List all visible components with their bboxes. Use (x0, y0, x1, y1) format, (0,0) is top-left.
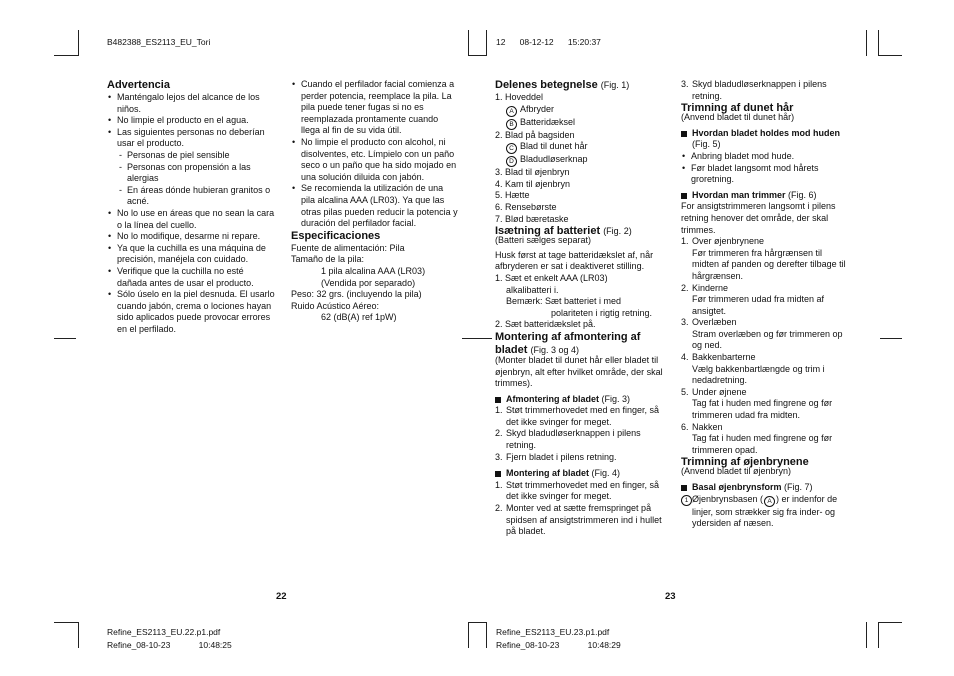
list-item: 1. Støt trimmerhovedet med en finger, så det ikke svinger for meget. (495, 479, 660, 502)
subheading: (Anvend bladet til dunet hår) (681, 112, 795, 123)
warning-list (107, 92, 275, 335)
part-item: 5. Hætte (495, 190, 530, 201)
circled-letter: B (506, 119, 517, 130)
part-sub-item: D Bladudløserknap (495, 154, 665, 167)
paragraph: (Monter bladet til dunet hår eller bladet til øjenbryn, alt efter hvilket område, der skal trimmes). (495, 354, 663, 389)
step: 2. Sæt batteridækslet på. (495, 319, 596, 330)
square-heading: Montering af bladet (Fig. 4) (495, 468, 665, 480)
trim-areas (681, 236, 851, 456)
sub-list-item: - En áreas dónde hubieran granitos o acné. (117, 185, 275, 208)
step: 1. Sæt et enkelt AAA (LR03) (495, 272, 608, 283)
list-item: 1. Støt trimmerhovedet med en finger, så det ikke svinger for meget. (495, 405, 660, 427)
spec-line: 62 (dB(A) ref 1pW) (321, 312, 397, 323)
list-item: • Verifique que la cuchilla no esté dañada antes de usar el producto. (107, 266, 275, 289)
list-item: • Cuando el perfilador facial comienza a perder potencia, reemplace la pila. La pila puede tener fugas si no es reemplazada prontamente cuando llega al fin de su vida útil. (291, 79, 459, 137)
heading-dunet-haar: Trimning af dunet hår (681, 102, 794, 115)
square-heading: Afmontering af bladet (Fig. 3) (495, 394, 665, 406)
list-item: 3. Skyd bladudløserknappen i pilens retning. (681, 79, 827, 101)
part-item: 1. Hoveddel (495, 92, 544, 102)
paragraph: Husk først at tage batteridækslet af, når afbryderen er sat i deaktiveret stilling. (495, 249, 654, 272)
list-item: • Se recomienda la utilización de una pila alcalina AAA (LR03). Ya que las otras pilas pueden reducir la potencia y duración del perfilador facial. (291, 183, 459, 229)
part-item: 4. Kam til øjenbryn (495, 178, 571, 189)
column-danish-2 (681, 79, 851, 530)
heading-advertencia: Advertencia (107, 79, 170, 91)
list-item-text: Las siguientes personas no deberían usar el producto. (117, 126, 265, 149)
list-item: 3. Fjern bladet i pilens retning. (495, 451, 617, 462)
hold-list (681, 151, 851, 186)
square-heading: Hvordan man trimmer (Fig. 6) (681, 190, 851, 202)
paragraph: 1 Øjenbrynsbasen ( A ) er indenfor de linjer, som strækker sig fra inder- og ydersiden af næsen. (681, 494, 851, 530)
subheading: (Batteri sælges separat) (495, 235, 592, 246)
list-item: • Ya que la cuchilla es una máquina de precisión, manéjela con cuidado. (107, 243, 275, 266)
list-item: 3. Overlæben Stram overlæben og før trimmeren op og ned. (681, 317, 843, 351)
circled-letter: D (506, 156, 517, 167)
list-item: 2. Monter ved at sætte fremspringet på spidsen af ansigtstrimmeren ind i hullet på bladet. (495, 503, 662, 537)
page-number-left: 22 (276, 591, 287, 602)
list-item: • No limpie el producto con alcohol, ni disolventes, etc. Límpielo con un paño seco o un paño que ha sido mojado en una solución diluida con jabón. (291, 137, 459, 183)
spec-line: Peso: 32 grs. (incluyendo la pila) (291, 289, 422, 300)
header-left: B482388_ES2113_EU_Tori (107, 37, 211, 47)
heading-delenes-betegnelse: Delenes betegnelse (Fig. 1) (495, 79, 630, 91)
list-item: 6. Nakken Tag fat i huden med fingrene og før trimmeren opad. (681, 421, 833, 455)
part-sub-item: C Blad til dunet hår (495, 141, 665, 154)
header-right: 12 08-12-12 15:20:37 (496, 37, 601, 47)
spec-line: 1 pila alcalina AAA (LR03) (321, 265, 426, 276)
spec-line: Ruido Acústico Aéreo: (291, 300, 380, 311)
spec-line: Fuente de alimentación: Pila (291, 242, 405, 253)
sub-list (117, 150, 275, 208)
part-sub-item: B Batteridæksel (495, 117, 665, 130)
note: Bemærk: Sæt batteriet i med (506, 296, 622, 307)
spec-line: Tamaño de la pila: (291, 254, 365, 265)
footer-right-file: Refine_ES2113_EU.23.p1.pdf (496, 627, 610, 637)
list-item: • Anbring bladet mod hude. (681, 151, 851, 163)
list-item: • No limpie el producto en el agua. (107, 115, 275, 127)
list-item: • No lo use en áreas que no sean la cara o la línea del cuello. (107, 208, 275, 231)
sub-list-item: - Personas de piel sensible (117, 150, 275, 162)
steps-afmontering (495, 405, 665, 463)
part-item: 6. Rensebørste (495, 201, 557, 212)
column-advertencia (107, 79, 275, 335)
subheading: (Anvend bladet til øjenbryn) (681, 466, 792, 477)
paragraph: For ansigtstrimmeren langsomt i pilens retning henover det område, der skal trimmes. (681, 201, 836, 235)
part-sub-item: A Afbryder (495, 104, 665, 117)
column-danish-1 (495, 79, 665, 538)
steps-continued (681, 79, 851, 102)
square-heading: Hvordan bladet holdes mod huden (Fig. 5) (681, 128, 851, 151)
spec-line: (Vendida por separado) (321, 277, 416, 288)
warning-list-continued (291, 79, 459, 230)
circled-number: 1 (681, 495, 692, 506)
note: polariteten i rigtig retning. (551, 307, 653, 318)
circled-letter: A (764, 496, 775, 507)
heading-oejenbryn: Trimning af øjenbrynene (681, 456, 809, 469)
part-item: 3. Blad til øjenbryn (495, 167, 570, 178)
list-item: • Før bladet langsomt mod hårets groretning. (681, 163, 851, 186)
list-item: • No lo modifique, desarme ni repare. (107, 231, 275, 243)
heading-especificaciones: Especificaciones (291, 229, 381, 242)
sub-list-item: - Personas con propensión a las alergias (117, 162, 275, 185)
step-text: alkalibatteri i. (506, 284, 559, 295)
circled-letter: A (506, 106, 517, 117)
list-item: 2. Skyd bladudløserknappen i pilens retning. (495, 428, 641, 451)
list-item: • Sólo úselo en la piel desnuda. El usarlo cuando jabón, crema o lociones hayan sido aplicados puede provocar errores en el perfilado. (107, 289, 275, 335)
steps-montering (495, 480, 665, 538)
list-item: • Manténgalo lejos del alcance de los niños. (107, 92, 275, 115)
part-item: 7. Blød bæretaske (495, 213, 569, 224)
footer-right-date: Refine_08-10-23 10:48:29 (496, 640, 621, 650)
list-item: 2. Kinderne Før trimmeren udad fra midten af ansigtet. (681, 282, 825, 316)
list-item: 1. Over øjenbrynene Før trimmeren fra hårgrænsen til midten af panden og derefter tilbage til hårgrænsen. (681, 236, 846, 281)
square-heading: Basal øjenbrynsform (Fig. 7) (681, 482, 851, 494)
footer-left-file: Refine_ES2113_EU.22.p1.pdf (107, 627, 221, 637)
list-item: 5. Under øjnene Tag fat i huden med fingrene og før trimmeren udad fra midten. (681, 386, 833, 421)
circled-letter: C (506, 143, 517, 154)
list-item (107, 127, 275, 208)
part-item: 2. Blad på bagsiden (495, 129, 575, 140)
heading-isaetning: Isætning af batteriet (Fig. 2) (495, 225, 632, 238)
column-spanish-2 (291, 79, 459, 324)
footer-left-date: Refine_08-10-23 10:48:25 (107, 640, 232, 650)
heading-montering: Montering af afmontering af bladet (Fig. 3 og 4) (495, 330, 641, 356)
list-item: 4. Bakkenbarterne Vælg bakkenbartlængde og trim i nedadretning. (681, 352, 825, 386)
page-number-right: 23 (665, 591, 676, 602)
